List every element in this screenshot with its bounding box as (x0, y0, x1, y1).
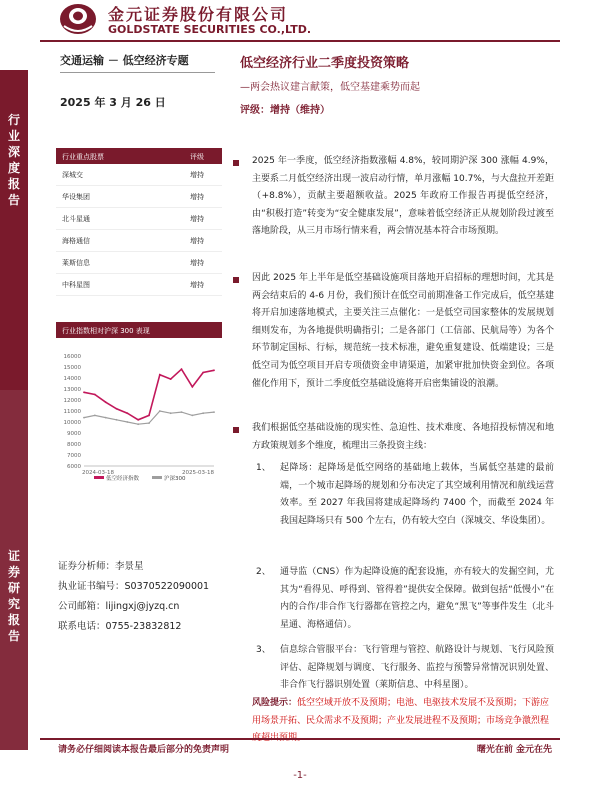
data-point (213, 411, 215, 413)
data-point (116, 419, 118, 421)
data-point (94, 415, 96, 417)
analyst-name: 证券分析师：李景星 (58, 561, 144, 572)
chart-header-title: 行业指数相对沪深 300 表现 (62, 327, 150, 335)
data-point (191, 386, 193, 388)
bullet-icon (233, 427, 239, 433)
analyst-email: 公司邮箱：lijingxj@jyzq.cn (58, 601, 180, 612)
investment-line-3: 信息综合管服平台：飞行管理与管控、航路设计与规划、飞行风险预评估、起降规划与调度、飞行服务、监控与预警异常情况识别处置、非合作飞行器识别处置（莱斯信息、中科星图）。 (280, 645, 554, 691)
data-point (83, 391, 85, 393)
bullet-icon (233, 277, 239, 283)
index-performance-chart (56, 348, 222, 488)
stock-name: 中科星图 (62, 281, 90, 289)
report-date: 2025 年 3 月 26 日 (60, 96, 166, 109)
y-tick-label: 15000 (63, 365, 81, 371)
y-tick-label: 13000 (63, 387, 81, 393)
data-point (148, 422, 150, 424)
data-point (105, 417, 107, 419)
legend-swatch-0 (94, 476, 104, 479)
data-point (116, 408, 118, 410)
stock-name: 华设集团 (62, 193, 90, 201)
stock-rating: 增持 (190, 215, 204, 223)
data-point (181, 368, 183, 370)
report-rating: 评级：增持（维持） (240, 105, 330, 116)
data-point (83, 417, 85, 419)
data-point (137, 419, 139, 421)
analyst-cert: 执业证书编号：S0370522090001 (58, 581, 210, 592)
page-number: -1- (293, 770, 307, 781)
item-number: 3、 (256, 645, 271, 655)
stock-name: 莱斯信息 (62, 259, 90, 267)
y-tick-label: 7000 (67, 453, 81, 459)
legend-label-0: 低空经济指数 (106, 476, 140, 482)
y-tick-label: 11000 (63, 409, 81, 415)
stock-name: 深城交 (62, 171, 83, 179)
investment-line-1: 起降场：起降场是低空网络的基础地上载体，当属低空基建的最前端，一个城市起降场的规划和分布决定了其空域利用情况和航线运营效率。至 2027 年我国将建成起降场约 7400 个，而截至 2024 年我国起降场只有 500 个左右，仍有较大空白（深城交、华设集团）。 (280, 463, 554, 526)
stock-row (56, 252, 222, 274)
company-slogan: 曙光在前 金元在先 (476, 745, 552, 755)
disclaimer-link[interactable]: 请务必仔细阅读本报告最后部分的免责声明 (58, 745, 230, 755)
footer-divider (40, 738, 560, 740)
y-tick-label: 6000 (67, 464, 81, 470)
data-point (159, 410, 161, 412)
data-point (105, 401, 107, 403)
stock-name: 海格通信 (62, 237, 90, 245)
focus-stocks-header (56, 148, 222, 164)
stock-rating: 增持 (190, 193, 204, 201)
summary-paragraph-1: 2025 年一季度，低空经济指数涨幅 4.8%，较同期沪深 300 涨幅 4.9%，主要系二月低空经济出现一波启动行情，单月涨幅 10.7%，与大盘拉开差距（+8.8%），贡献主要超额收益。2025 年政府工作报告再提低空经济，由“积极打造”转变为“安全健康发展”，意味着低空经济正从规划阶段过渡至落地阶段，从三月市场行情来看，两会情况基本符合市场预期。 (252, 156, 554, 237)
data-point (191, 415, 193, 417)
company-name-en: GOLDSTATE SECURITIES CO.,LTD. (108, 23, 312, 36)
item-number: 1、 (256, 463, 271, 473)
data-point (202, 372, 204, 374)
summary-paragraph-3: 我们根据低空基础设施的现实性、急迫性、技术难度、各地招投标情况和地方政策规划多个维度，梳理出三条投资主线： (252, 423, 554, 451)
y-tick-label: 10000 (63, 420, 81, 426)
stock-rating: 增持 (190, 281, 204, 289)
sector-divider (60, 72, 215, 73)
bullet-icon (233, 160, 239, 166)
y-tick-label: 16000 (63, 354, 81, 360)
data-point (181, 411, 183, 413)
legend-label-1: 沪深300 (164, 476, 186, 482)
y-tick-label: 8000 (67, 442, 81, 448)
side-label-securities: 证券研究报告 (7, 549, 20, 643)
focus-rating-title: 评级 (190, 153, 204, 161)
item-number: 2、 (256, 567, 271, 577)
stock-name: 北斗星通 (62, 215, 90, 223)
stock-row (56, 208, 222, 230)
stock-row (56, 164, 222, 186)
summary-paragraph-2: 因此 2025 年上半年是低空基础设施项目落地开启招标的理想时间，尤其是两会结束后的 4-6 月份，我们预计在低空司前期准备工作完成后，低空基建将开启加速落地模式，主要关注三点催化：一是低空司国家整体的发展规划细则发布，为各地提供明确指引；二是各部门（工信部、民航局等）为各个环节制定国标、行标，规范统一技术标准，避免重复建设、低端建设；三是低空司为低空项目开启专项债资金申请渠道，加紧审批加快资金到位。各项催化作用下，预计二季度低空基础设施将开启密集铺设的浪潮。 (252, 273, 554, 389)
data-point (126, 412, 128, 414)
sector-label: 交通运输 － 低空经济专题 (60, 54, 189, 67)
stock-rating: 增持 (190, 237, 204, 245)
series-line-0 (84, 369, 214, 420)
data-point (137, 423, 139, 425)
y-tick-label: 9000 (67, 431, 81, 437)
company-name-cn: 金元证券股份有限公司 (108, 5, 289, 24)
data-point (170, 378, 172, 380)
stock-rating: 增持 (190, 259, 204, 267)
company-logo-icon (58, 2, 98, 36)
stock-row (56, 230, 222, 252)
y-tick-label: 14000 (63, 376, 81, 382)
x-tick-label: 2024-03-18 (82, 470, 114, 476)
stock-row (56, 274, 222, 296)
investment-line-2: 通导监（CNS）作为起降设施的配套设施，亦有较大的发掘空间，尤其为“看得见、呼得到、管得着”提供安全保障。做到包括“低慢小”在内的合作/非合作飞行器都在管控之内，避免“黑飞”等事件发生（北斗星通、海格通信）。 (280, 567, 554, 630)
report-subtitle: —两会热议建言献策，低空基建乘势而起 (240, 82, 420, 93)
analyst-phone: 联系电话：0755-23832812 (58, 621, 182, 632)
report-title: 低空经济行业二季度投资策略 (240, 56, 410, 71)
header-divider (40, 40, 560, 42)
data-point (94, 394, 96, 396)
data-point (148, 415, 150, 417)
data-point (213, 369, 215, 371)
stock-rating: 增持 (190, 171, 204, 179)
data-point (170, 412, 172, 414)
data-point (202, 412, 204, 414)
data-point (126, 421, 128, 423)
stock-row (56, 186, 222, 208)
x-tick-label: 2025-03-18 (182, 470, 214, 476)
side-label-report-type: 行业深度报告 (7, 113, 20, 207)
chart-header (56, 322, 222, 338)
data-point (159, 374, 161, 376)
y-tick-label: 12000 (63, 398, 81, 404)
legend-swatch-1 (152, 476, 162, 479)
focus-stocks-title: 行业重点股票 (62, 153, 104, 161)
risk-text: 低空空域开放不及预期；电池、电驱技术发展不及预期；下游应用场景开拓、民众需求不及预期；产业发展进程不及预期；市场竞争激烈程 (252, 698, 550, 726)
risk-label: 风险提示： (252, 698, 298, 708)
